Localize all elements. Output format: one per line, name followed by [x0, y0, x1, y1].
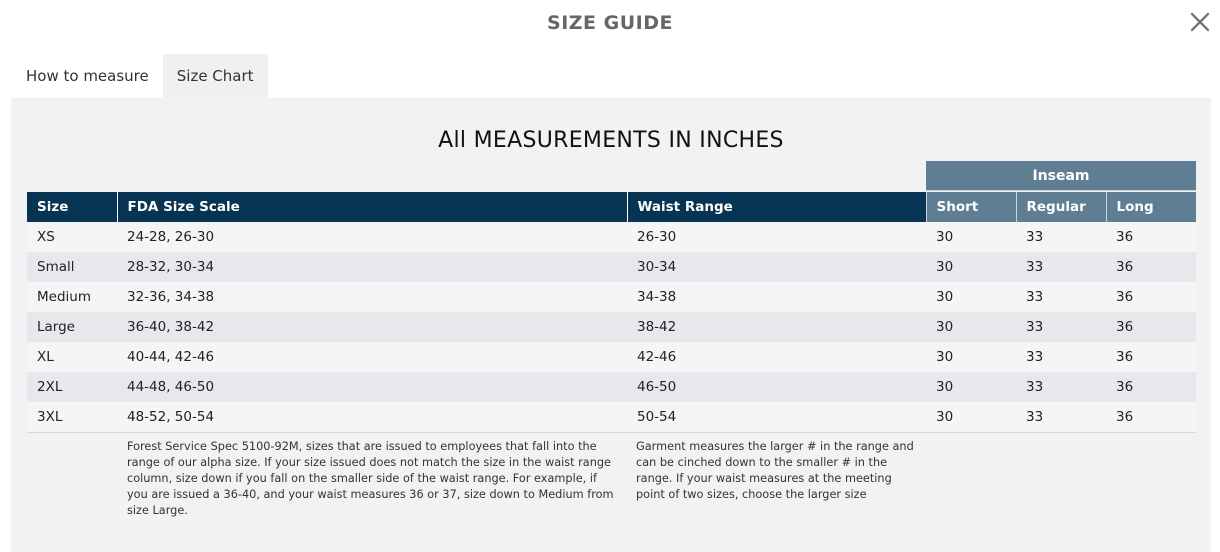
short-cell: 30	[926, 402, 1016, 432]
table-row	[27, 282, 1196, 312]
table-row	[27, 372, 1196, 402]
regular-cell: 33	[1016, 282, 1106, 312]
size-cell: Large	[27, 312, 117, 342]
waist-cell: 26-30	[627, 222, 926, 252]
fda-cell: 40-44, 42-46	[117, 342, 627, 372]
column-header-short: Short	[926, 192, 1016, 222]
short-cell: 30	[926, 342, 1016, 372]
table-row	[27, 402, 1196, 432]
short-cell: 30	[926, 372, 1016, 402]
size-table	[27, 192, 1196, 433]
tab-how-to-measure[interactable]: How to measure	[26, 67, 149, 85]
regular-cell: 33	[1016, 372, 1106, 402]
fda-cell: 44-48, 46-50	[117, 372, 627, 402]
table-row	[27, 222, 1196, 252]
regular-cell: 33	[1016, 312, 1106, 342]
long-cell: 36	[1106, 252, 1196, 282]
waist-cell: 46-50	[627, 372, 926, 402]
chart-heading: All MEASUREMENTS IN INCHES	[438, 128, 784, 153]
fda-cell: 28-32, 30-34	[117, 252, 627, 282]
short-cell: 30	[926, 282, 1016, 312]
tab-bar	[12, 54, 268, 98]
column-header-size: Size	[27, 192, 117, 222]
waist-cell: 38-42	[627, 312, 926, 342]
fda-cell: 32-36, 34-38	[117, 282, 627, 312]
size-cell: 3XL	[27, 402, 117, 432]
regular-cell: 33	[1016, 252, 1106, 282]
column-header-long: Long	[1106, 192, 1196, 222]
size-chart-panel	[11, 98, 1211, 552]
modal-title: SIZE GUIDE	[547, 12, 673, 34]
close-button[interactable]	[1186, 8, 1214, 36]
waist-cell: 34-38	[627, 282, 926, 312]
short-cell: 30	[926, 252, 1016, 282]
fda-cell: 24-28, 26-30	[117, 222, 627, 252]
size-cell: XS	[27, 222, 117, 252]
waist-cell: 42-46	[627, 342, 926, 372]
inseam-group-header: Inseam	[926, 161, 1196, 191]
short-cell: 30	[926, 222, 1016, 252]
column-header-waist: Waist Range	[627, 192, 926, 222]
close-icon	[1186, 8, 1214, 36]
fda-note: Forest Service Spec 5100-92M, sizes that are issued to employees that fall into the range of our alpha size. If your size issued does not match the size in the waist range column, size down if you fall on the smaller side of the waist range. For example, if you are issued a 36-40, and your waist measures 36 or 37, size down to Medium from size Large.	[127, 440, 614, 517]
regular-cell: 33	[1016, 222, 1106, 252]
tab-size-chart[interactable]: Size Chart	[163, 54, 268, 98]
fda-cell: 36-40, 38-42	[117, 312, 627, 342]
table-row	[27, 312, 1196, 342]
fda-cell: 48-52, 50-54	[117, 402, 627, 432]
column-header-regular: Regular	[1016, 192, 1106, 222]
regular-cell: 33	[1016, 402, 1106, 432]
size-cell: XL	[27, 342, 117, 372]
table-row	[27, 342, 1196, 372]
short-cell: 30	[926, 312, 1016, 342]
long-cell: 36	[1106, 222, 1196, 252]
size-cell: Small	[27, 252, 117, 282]
long-cell: 36	[1106, 402, 1196, 432]
waist-note: Garment measures the larger # in the range and can be cinched down to the smaller # in the range. If your waist measures at the meeting point of two sizes, choose the larger size	[636, 440, 914, 501]
size-cell: Medium	[27, 282, 117, 312]
waist-cell: 30-34	[627, 252, 926, 282]
column-header-fda: FDA Size Scale	[117, 192, 627, 222]
long-cell: 36	[1106, 342, 1196, 372]
table-header-row	[27, 192, 1196, 222]
long-cell: 36	[1106, 282, 1196, 312]
table-row	[27, 252, 1196, 282]
long-cell: 36	[1106, 312, 1196, 342]
long-cell: 36	[1106, 372, 1196, 402]
regular-cell: 33	[1016, 342, 1106, 372]
waist-cell: 50-54	[627, 402, 926, 432]
size-cell: 2XL	[27, 372, 117, 402]
